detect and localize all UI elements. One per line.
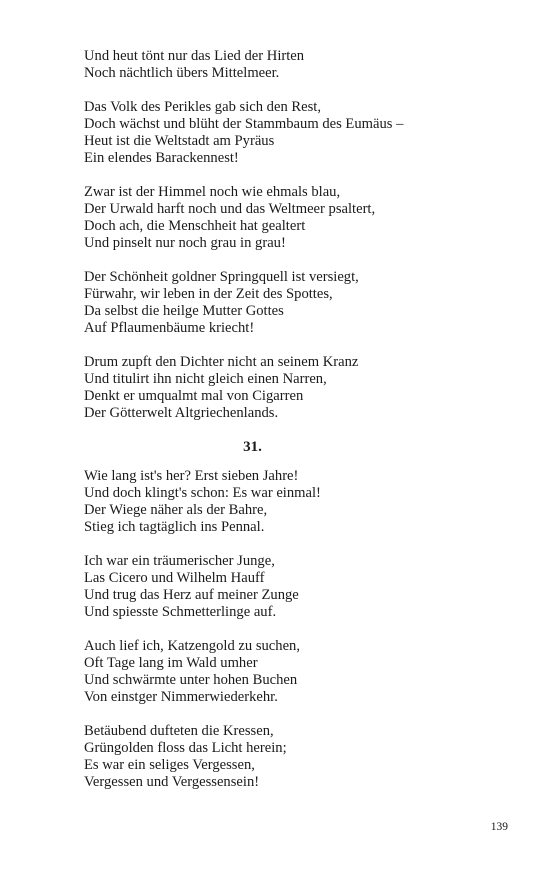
verse-line: Doch ach, die Menschheit hat gealtert (84, 218, 306, 234)
page-body (84, 48, 514, 808)
verse-line: Der Schönheit goldner Springquell ist versiegt, (84, 269, 359, 285)
verse-line: Oft Tage lang im Wald umher (84, 655, 258, 671)
stanza (84, 354, 514, 422)
verse-line: Von einstger Nimmerwiederkehr. (84, 689, 278, 705)
verse-line: Drum zupft den Dichter nicht an seinem Kranz (84, 354, 359, 370)
verse-line: Der Götterwelt Altgriechenlands. (84, 405, 279, 421)
verse-line: Und titulirt ihn nicht gleich einen Narren, (84, 371, 327, 387)
verse-line: Ein elendes Barackennest! (84, 150, 239, 166)
page-number: 139 (490, 821, 508, 833)
verse-line: Es war ein seliges Vergessen, (84, 757, 255, 773)
verse-line: Doch wächst und blüht der Stammbaum des Eumäus – (84, 116, 404, 132)
stanza (84, 48, 514, 82)
stanza (84, 638, 514, 706)
verse-line: Und pinselt nur noch grau in grau! (84, 235, 286, 251)
verse-line: Vergessen und Vergessensein! (84, 774, 260, 790)
stanza (84, 553, 514, 621)
verse-line: Und spiesste Schmetterlinge auf. (84, 604, 277, 620)
verse-line: Und trug das Herz auf meiner Zunge (84, 587, 299, 603)
verse-line: Und doch klingt's schon: Es war einmal! (84, 485, 321, 501)
poem-31 (84, 468, 514, 791)
poem-continuation (84, 48, 514, 422)
verse-line: Fürwahr, wir leben in der Zeit des Spottes, (84, 286, 333, 302)
verse-line: Zwar ist der Himmel noch wie ehmals blau, (84, 184, 341, 200)
stanza (84, 99, 514, 167)
verse-line: Betäubend dufteten die Kressen, (84, 723, 274, 739)
verse-line: Grüngolden floss das Licht herein; (84, 740, 287, 756)
stanza (84, 184, 514, 252)
verse-line: Auch lief ich, Katzengold zu suchen, (84, 638, 300, 654)
verse-line: Noch nächtlich übers Mittelmeer. (84, 65, 280, 81)
verse-line: Las Cicero und Wilhelm Hauff (84, 570, 265, 586)
verse-line: Stieg ich tagtäglich ins Pennal. (84, 519, 265, 535)
poem-number: 31. (243, 439, 262, 455)
verse-line: Auf Pflaumenbäume kriecht! (84, 320, 255, 336)
stanza (84, 269, 514, 337)
verse-line: Das Volk des Perikles gab sich den Rest, (84, 99, 321, 115)
verse-line: Wie lang ist's her? Erst sieben Jahre! (84, 468, 299, 484)
verse-line: Ich war ein träumerischer Junge, (84, 553, 275, 569)
verse-line: Denkt er umqualmt mal von Cigarren (84, 388, 304, 404)
verse-line: Da selbst die heilge Mutter Gottes (84, 303, 284, 319)
stanza (84, 723, 514, 791)
verse-line: Der Urwald harft noch und das Weltmeer psaltert, (84, 201, 376, 217)
verse-line: Und heut tönt nur das Lied der Hirten (84, 48, 305, 64)
verse-line: Heut ist die Weltstadt am Pyräus (84, 133, 275, 149)
verse-line: Der Wiege näher als der Bahre, (84, 502, 268, 518)
stanza (84, 468, 514, 536)
verse-line: Und schwärmte unter hohen Buchen (84, 672, 298, 688)
